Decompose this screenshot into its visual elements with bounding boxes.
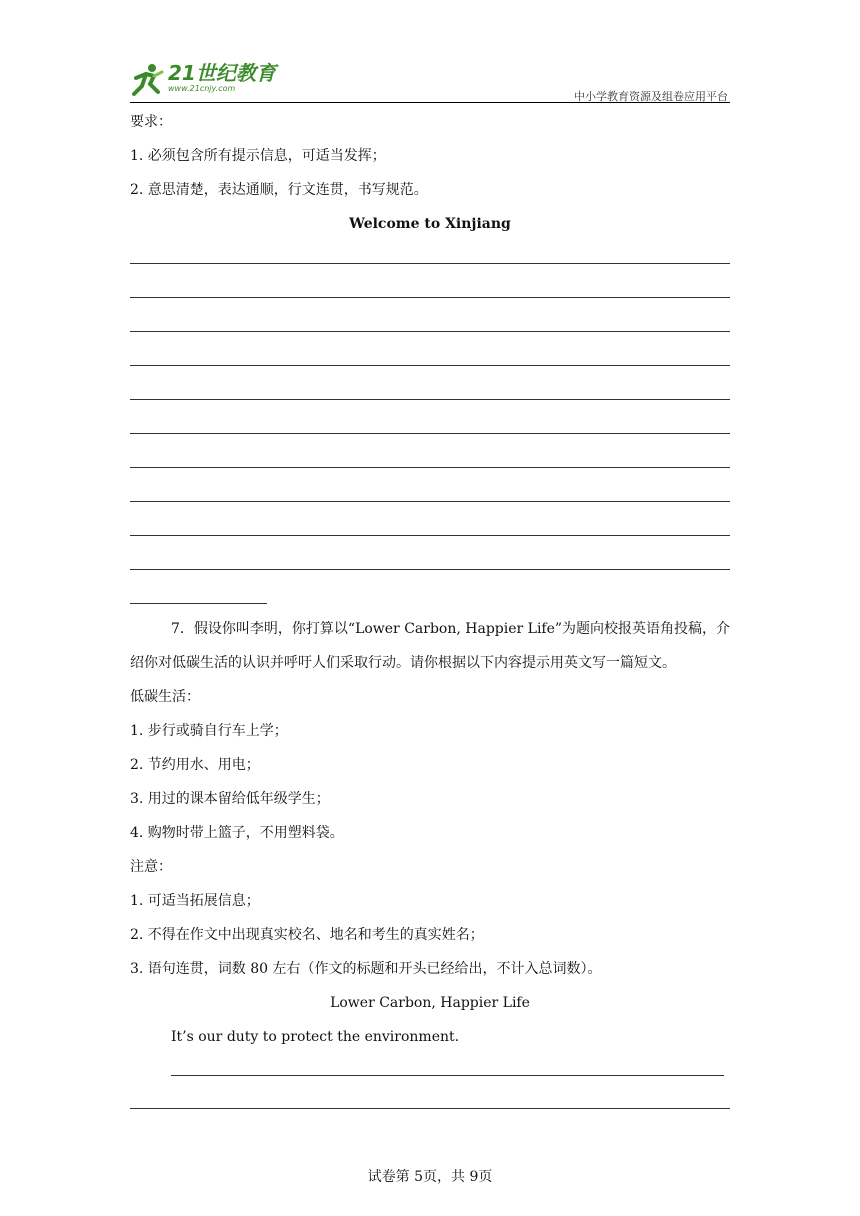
platform-label: 中小学教育资源及组卷应用平台 (574, 90, 728, 103)
list-item: 1. 步行或骑自行车上学； (130, 723, 288, 739)
answer-line[interactable] (130, 433, 730, 434)
notes-label: 注意： (130, 859, 172, 875)
answer-line[interactable] (130, 297, 730, 298)
page-number: 试卷第 5页，共 9页 (367, 1169, 493, 1185)
answer-line[interactable] (130, 569, 730, 570)
list-item: 2. 节约用水、用电； (130, 757, 260, 773)
answer-line[interactable] (130, 535, 730, 536)
essay-title: Lower Carbon, Happier Life (330, 995, 530, 1011)
note-item: 3. 语句连贯，词数 80 左右（作文的标题和开头已经给出，不计入总词数）。 (130, 961, 602, 977)
header-divider (130, 102, 730, 103)
answer-line-short[interactable] (130, 603, 267, 604)
list-item: 3. 用过的课本留给低年级学生； (130, 791, 330, 807)
answer-line[interactable] (130, 501, 730, 502)
answer-line[interactable] (171, 1075, 724, 1076)
page-header (130, 62, 730, 104)
requirement-item: 1. 必须包含所有提示信息，可适当发挥； (130, 148, 386, 164)
runner-logo-icon (130, 62, 164, 98)
answer-line[interactable] (130, 365, 730, 366)
question-prompt: 7．假设你叫李明，你打算以“Lower Carbon, Happier Life”为题向校报英语角投稿，介 (171, 621, 731, 637)
answer-line[interactable] (130, 263, 730, 264)
logo-url: www.21cnjy.com (168, 84, 236, 93)
answer-line[interactable] (130, 467, 730, 468)
answer-line[interactable] (130, 399, 730, 400)
note-item: 2. 不得在作文中出现真实校名、地名和考生的真实姓名； (130, 927, 484, 943)
question-prompt: 绍你对低碳生活的认识并呼吁人们采取行动。请你根据以下内容提示用英文写一篇短文。 (130, 655, 676, 671)
requirements-label: 要求： (130, 114, 172, 130)
logo-title: 21世纪教育 (168, 61, 276, 85)
essay-opening: It’s our duty to protect the environment. (171, 1029, 460, 1045)
note-item: 1. 可适当拓展信息； (130, 893, 260, 909)
low-carbon-label: 低碳生活： (130, 689, 200, 705)
essay-title: Welcome to Xinjiang (349, 216, 511, 232)
answer-line[interactable] (130, 1108, 730, 1109)
list-item: 4. 购物时带上篮子，不用塑料袋。 (130, 825, 344, 841)
requirement-item: 2. 意思清楚，表达通顺，行文连贯，书写规范。 (130, 182, 428, 198)
answer-line[interactable] (130, 331, 730, 332)
logo (130, 62, 276, 102)
